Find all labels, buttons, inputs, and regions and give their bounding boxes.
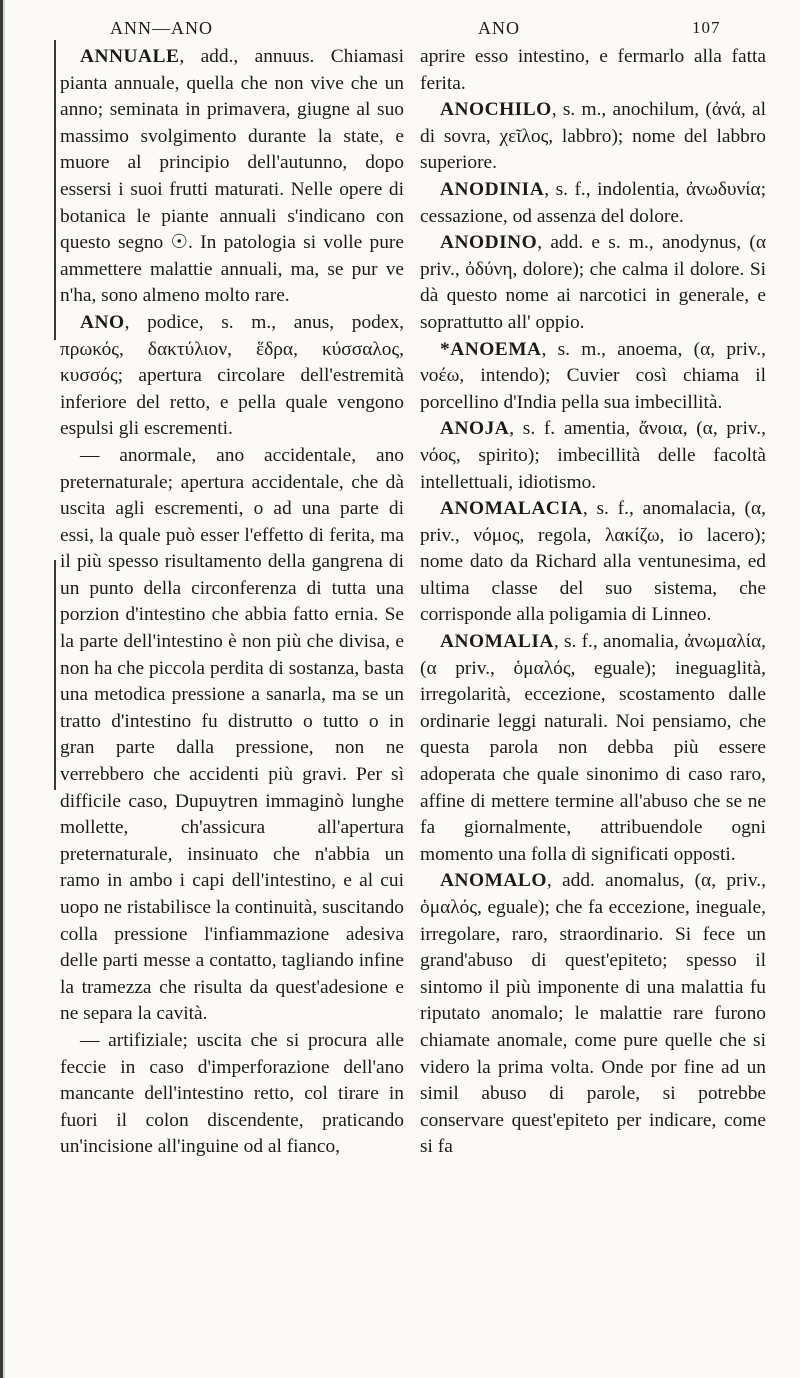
entry-headword: ANOMALIA	[440, 631, 554, 653]
dictionary-entry	[420, 416, 766, 496]
dictionary-entry	[420, 868, 766, 1161]
entry-headword: ANOMALACIA	[440, 498, 583, 520]
dictionary-entry	[60, 44, 404, 310]
entry-text: , add. e s. m., anodynus, (α priv., ὀδύνη, dolore); che calma il dolore. Si dà questo nome ai narcotici in generale, e soprattutto all' oppio.	[420, 232, 766, 333]
entry-text: , s. f. amentia, ἄνοια, (α, priv., νόος, spirito); imbecillità delle facoltà intellettuali, idiotismo.	[420, 418, 766, 493]
dictionary-entry	[420, 230, 766, 336]
entry-text: , s. f., anomalia, ἀνωμαλία, (α priv., ὁμαλός, eguale); ineguaglità, irregolarità, eccezione, scostamento dalle ordinarie leggi naturali. Noi pensiamo, che questa parola non debba più essere adoperata che quale sinonimo di caso raro, affine di mettere termine all'abuso che se ne fa giornalmente, attribuendole ogni momento una folla di significati opposti.	[420, 631, 766, 865]
entry-headword: *ANOEMA	[440, 338, 542, 360]
running-header-right: ANO	[478, 18, 520, 38]
entry-text: , s. m., anochilum, (ἀνά, al di sovra, χεῖλος, labbro); nome del labbro superiore.	[420, 99, 766, 174]
entry-headword: ANO	[80, 311, 125, 333]
entry-text: — artifiziale; uscita che si procura alle feccie in caso d'imperforazione dell'ano mancante dell'intestino retto, col tirare in fuori il colon discendente, praticando un'incisione all'inguine od al fianco,	[60, 1029, 404, 1158]
entry-headword: ANOMALO	[440, 870, 547, 892]
entry-continuation	[60, 443, 404, 1028]
page-gutter	[0, 0, 14, 1378]
entry-continuation	[60, 1028, 404, 1161]
entry-text: aprire esso intestino, e fermarlo alla fatta ferita.	[420, 46, 766, 94]
running-header-left: ANN—ANO	[110, 18, 213, 38]
entry-text: , podice, s. m., anus, podex, πρωκός, δακτύλιον, ἕδρα, κύσσαλος, κυσσός; apertura circolare dell'estremità inferiore del retto, e pella quale vengono espulsi gli escrementi.	[60, 311, 404, 440]
entry-headword: ANNUALE	[80, 46, 180, 67]
entry-headword: ANOCHILO	[440, 99, 552, 121]
page-number: 107	[692, 18, 721, 37]
dictionary-entry	[420, 629, 766, 868]
entry-text: , add., annuus. Chiamasi pianta annuale, quella che non vive che un anno; seminata in primavera, giugne al suo massimo svolgimento durante la state, e muore al principio dell'autunno, dopo essersi i suoi frutti maturati. Nelle opere di botanica le piante annuali s'indicano con questo segno ☉. In patologia si volle pure ammettere malattie annuali, ma, se pur ve n'ha, sono almeno molto rare.	[60, 46, 404, 307]
dictionary-entry	[60, 310, 404, 443]
entry-text: , add. anomalus, (α, priv., ὁμαλός, eguale); che fa eccezione, ineguale, irregolare, raro, straordinario. Si fece un grand'abuso di quest'epiteto; spesso il sintomo il più imponente di una malattia fu riputato anomalo; le malattie rare furono chiamate anomale, come pure quelle che si videro la prima volta. Onde por fine ad un simil abuso di parole, si potrebbe conservare quest'epiteto per indicare, come si fa	[420, 870, 766, 1158]
dictionary-entry	[420, 496, 766, 629]
entry-text: , s. f., indolentia, ἀνωδυνία; cessazione, od assenza del dolore.	[420, 178, 766, 227]
entry-continuation	[420, 44, 766, 97]
left-column	[60, 44, 404, 1161]
dictionary-entry	[420, 177, 766, 230]
dictionary-entry	[420, 337, 766, 417]
entry-headword: ANODINO	[440, 232, 538, 254]
margin-rule	[54, 560, 56, 790]
entry-text: — anormale, ano accidentale, ano preternaturale; apertura accidentale, che dà uscita agli escrementi, o ad una parte di essi, la quale può esser l'effetto di ferita, ma il più spesso risultamento della gangrena di un punto della circonferenza di tutta una porzion d'intestino che abbia fatto ernia. Se la parte dell'intestino è non più che divisa, e non ha che piccola perdita di sostanza, basta una metodica pressione a sanarla, ma se un tratto d'intestino fu distrutto o tutto o in gran parte dalla pressione, non ne verrebbero che accidenti più gravi. Per sì difficile caso, Dupuytren immaginò lunghe mollette, ch'assicura all'apertura preternaturale, insinuato che n'abbia un ramo in ambo i capi dell'intestino, e al cui uopo ne ristabilisce la continuità, suscitando colla pressione l'infiammazione adesiva delle parti messe a contatto, tagliando infine la tramezza che risulta da quest'adesione e ne separa la cavità.	[60, 444, 404, 1025]
entry-headword: ANOJA	[440, 418, 510, 440]
entry-text: , s. f., anomalacia, (α, priv., νόμος, regola, λακίζω, io lacero); nome dato da Richard alla ventunesima, ed ultima classe del suo sistema, che corrisponde alla poligamia di Linneo.	[420, 498, 766, 626]
dictionary-entry	[420, 97, 766, 177]
entry-headword: ANODINIA	[440, 178, 545, 200]
margin-rule	[54, 40, 56, 340]
entry-text: , s. m., anoema, (α, priv., νοέω, intendo); Cuvier così chiama il porcellino d'India pella sua imbecillità.	[420, 338, 766, 413]
right-column	[420, 44, 766, 1161]
